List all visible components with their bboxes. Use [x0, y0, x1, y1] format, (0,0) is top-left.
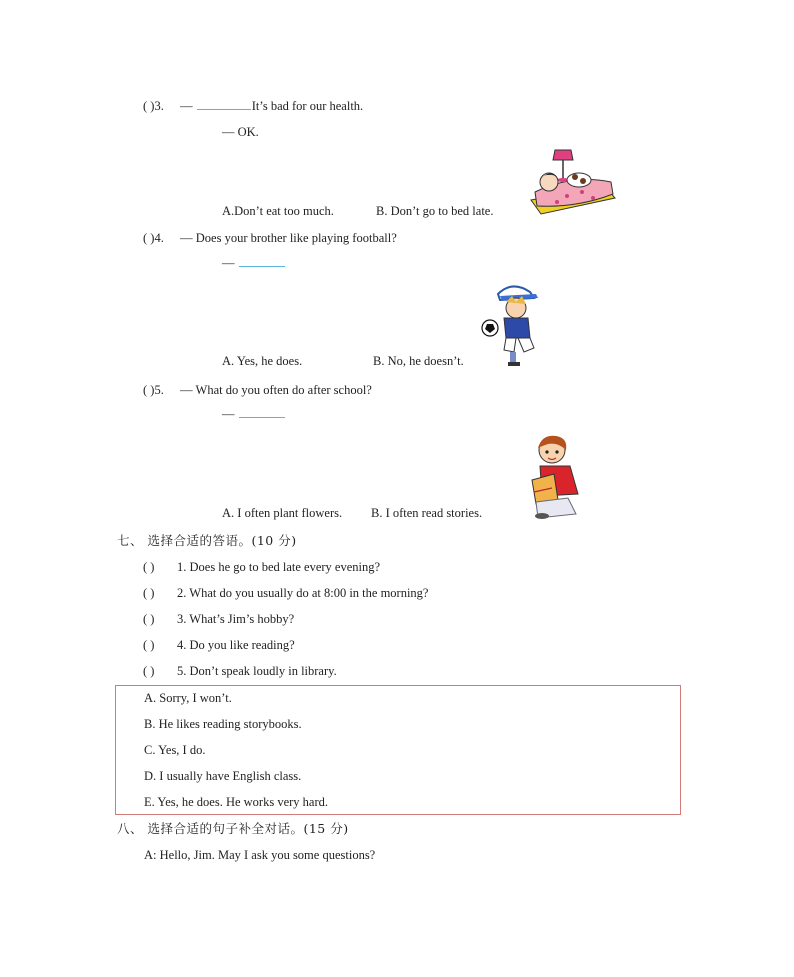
q3-option-a: A.Don’t eat too much. [222, 204, 334, 218]
answer-paren: ( ) [143, 560, 155, 574]
answer-option: E. Yes, he does. He works very hard. [144, 795, 328, 809]
fill-blank[interactable] [239, 407, 285, 418]
sleeping-girl-illustration [527, 148, 617, 218]
fill-blank[interactable] [197, 99, 251, 110]
question-text: 4. Do you like reading? [177, 638, 295, 652]
question-row [143, 611, 294, 627]
answer-paren: ( ) [143, 664, 155, 678]
q3-reply: — OK. [222, 125, 259, 139]
answer-option: D. I usually have English class. [144, 769, 302, 783]
question-row [143, 637, 295, 653]
fill-blank[interactable] [239, 256, 285, 267]
q5-line [143, 382, 372, 398]
q5-reply [222, 406, 286, 422]
q5-option-a: A. I often plant flowers. [222, 506, 343, 520]
question-text: 3. What’s Jim’s hobby? [177, 612, 295, 626]
football-boy-illustration [480, 282, 544, 368]
reading-boy-illustration [528, 432, 584, 520]
answer-option: C. Yes, I do. [144, 743, 206, 757]
question-text: 1. Does he go to bed late every evening? [177, 560, 381, 574]
question-text: 5. Don’t speak loudly in library. [177, 664, 337, 678]
answer-option: B. He likes reading storybooks. [144, 717, 302, 731]
q3-option-b: B. Don’t go to bed late. [376, 204, 494, 218]
q4-text: — Does your brother like playing football? [180, 231, 397, 245]
section-7-heading: 七、 选择合适的答语。(10 分) [117, 533, 297, 548]
q3-line [143, 98, 363, 114]
answer-paren: ( )3. [143, 99, 164, 113]
answer-option: A. Sorry, I won’t. [144, 691, 232, 705]
question-text: 2. What do you usually do at 8:00 in the morning? [177, 586, 429, 600]
q4-line [143, 230, 397, 246]
q5-text: — What do you often do after school? [180, 383, 372, 397]
dash: — [180, 99, 193, 113]
q4-option-b: B. No, he doesn’t. [373, 354, 464, 368]
q5-option-b: B. I often read stories. [371, 506, 483, 520]
question-row [143, 559, 380, 575]
question-row [143, 585, 428, 601]
answer-paren: ( ) [143, 586, 155, 600]
q4-reply [222, 255, 286, 271]
q3-text: It’s bad for our health. [251, 99, 364, 113]
answer-paren: ( )4. [143, 231, 164, 245]
dash: — [222, 407, 235, 421]
answer-paren: ( )5. [143, 383, 164, 397]
question-row [143, 663, 337, 679]
answer-paren: ( ) [143, 612, 155, 626]
q4-option-a: A. Yes, he does. [222, 354, 303, 368]
dash: — [222, 256, 235, 270]
dialogue-line: A: Hello, Jim. May I ask you some questions? [144, 848, 376, 862]
section-8-heading: 八、 选择合适的句子补全对话。(15 分) [117, 821, 349, 836]
answer-paren: ( ) [143, 638, 155, 652]
